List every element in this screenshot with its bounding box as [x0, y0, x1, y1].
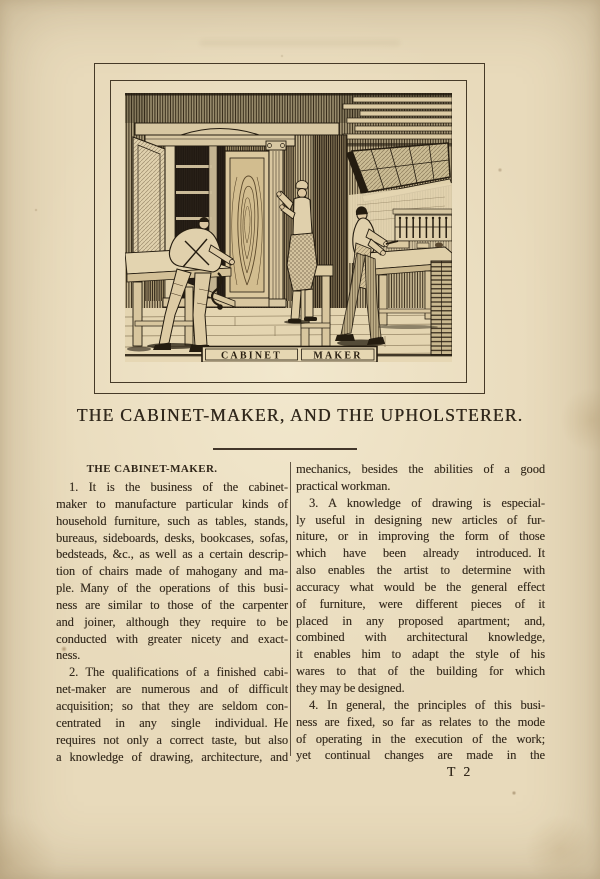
- text-line: tion of chairs made of mahogany and ma-: [56, 564, 288, 579]
- title-rule: [213, 448, 357, 450]
- banner-word-maker: MAKER: [313, 350, 363, 362]
- text-line: of operating in the execution of the work;: [296, 731, 545, 746]
- text-line: ness are similar to those of the carpenter: [56, 597, 288, 612]
- wardrobe-veneer-door: [225, 151, 269, 299]
- column-divider: [290, 462, 291, 756]
- caption-banner: [202, 347, 377, 363]
- text-line: ness are fixed, so far as relates to the mode: [296, 714, 545, 729]
- text-line: of furniture, were different pieces of it: [296, 596, 545, 611]
- text-line: maker to manufacture particular kinds of: [56, 496, 288, 511]
- text-line: ple. Many of the operations of this busi-: [56, 581, 288, 596]
- text-line: a knowledge of drawing, architecture, and: [56, 749, 288, 764]
- text-line: requires not only a correct taste, but also: [56, 732, 288, 747]
- text-line: household furniture, such as tables, stands,: [56, 513, 288, 528]
- text-line: 2. The qualifications of a finished cabi-: [69, 665, 288, 680]
- text-line: net-maker are numerous and of difficult: [56, 682, 288, 697]
- wardrobe-pilaster: [266, 141, 286, 323]
- text-line: ness.: [56, 648, 81, 663]
- bleed-through-mark: [200, 40, 400, 46]
- text-line: yet continual changes are made in the: [296, 748, 545, 763]
- cap: [296, 180, 308, 189]
- text-line: bedsteads, &c., as well as a certain descrip-: [56, 547, 288, 562]
- text-line: niture, or in improving the form of those: [296, 529, 545, 544]
- text-line: it enables him to adapt the style of his: [296, 647, 545, 662]
- text-line: 1. It is the business of the cabinet-: [69, 480, 288, 494]
- text-line: also enables the artist to determine with: [296, 563, 545, 578]
- text-line: 4. In general, the principles of this busi-: [309, 697, 545, 712]
- text-line: ly useful in designing new articles of fur-: [296, 512, 545, 527]
- text-line: which have been already introduced. It: [296, 546, 545, 561]
- text-line: 3. A knowledge of drawing is especial-: [309, 495, 545, 510]
- tool-rack: [393, 209, 452, 241]
- right-column-text: [296, 461, 545, 764]
- left-column: [56, 461, 288, 765]
- text-line: they may be designed.: [296, 680, 405, 695]
- text-line: practical workman.: [296, 478, 391, 493]
- text-line: accuracy what would be the general effect: [296, 579, 545, 594]
- lumber-rack: [339, 93, 452, 147]
- left-column-text: [56, 479, 288, 765]
- text-line: and joiner, although they require to be: [56, 614, 288, 629]
- slatted-cabinet: [431, 261, 452, 355]
- text-line: conducted with greater nicety and exact-: [56, 631, 288, 646]
- text-line: placed in any proposed apartment; and,: [296, 613, 545, 628]
- text-line: acquisition; so that they are seldom con-: [56, 698, 288, 713]
- text-line: mechanics, besides the abilities of a good: [296, 462, 545, 476]
- workshop-engraving: [125, 93, 452, 362]
- text-line: wares to that of the building for which: [296, 664, 545, 679]
- section-heading: THE CABINET-MAKER.: [86, 463, 218, 475]
- text-line: centrated in any single individual. He: [56, 715, 288, 730]
- text-line: bureaus, sideboards, desks, bookcases, sofas,: [56, 530, 288, 545]
- signature-mark: T 2: [447, 764, 473, 779]
- right-column: [296, 461, 545, 764]
- banner-word-cabinet: CABINET: [221, 350, 282, 362]
- page-title: THE CABINET-MAKER, AND THE UPHOLSTERER.: [76, 405, 524, 425]
- text-line: combined with architectural knowledge,: [296, 630, 545, 645]
